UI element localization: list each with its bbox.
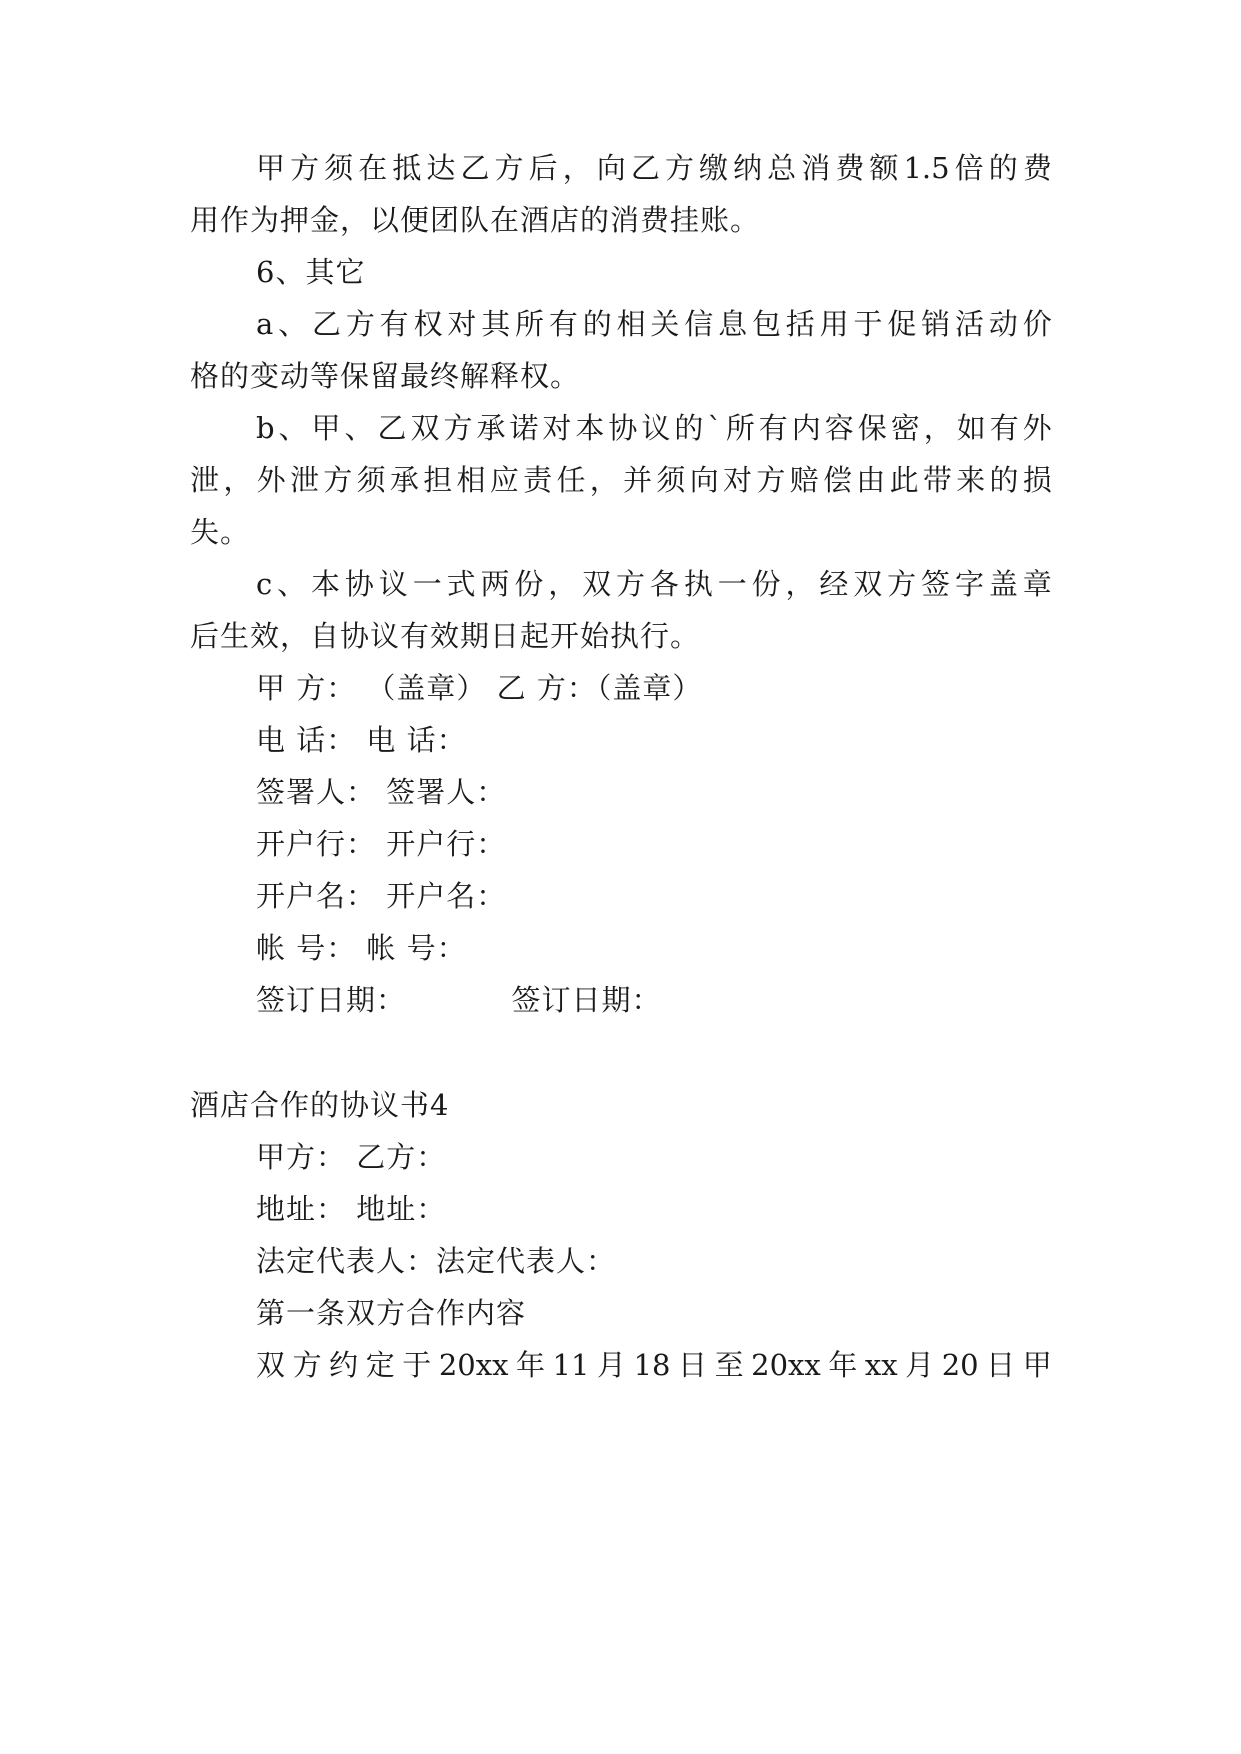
text-line: c 、 本 协 议 一 式 两 份 ， 双 方 各 执 一 份 ， 经 双 方 签 字 盖 章 <box>256 567 1052 601</box>
signature-field: 电 话： 电 话： <box>256 723 467 757</box>
signature-field: 甲 方： （盖章） 乙 方：（盖章） <box>256 671 703 705</box>
signature-field: 开户行： 开户行： <box>256 827 507 861</box>
party-field: 法定代表人：法定代表人： <box>256 1244 617 1278</box>
section-heading: 6、其它 <box>256 255 366 289</box>
party-field: 甲方： 乙方： <box>256 1140 447 1174</box>
party-field: 地址： 地址： <box>256 1192 447 1226</box>
text-line: 格的变动等保留最终解释权。 <box>190 359 581 393</box>
text-line: a 、 乙 方 有 权 对 其 所 有 的 相 关 信 息 包 括 用 于 促 销 活 动 价 <box>256 307 1052 341</box>
signature-field: 开户名： 开户名： <box>256 879 507 913</box>
text-line: 泄 ， 外 泄 方 须 承 担 相 应 责 任 ， 并 须 向 对 方 赔 偿 由 此 带 来 的 损 <box>190 463 1052 497</box>
text-line: b 、 甲 、 乙 双 方 承 诺 对 本 协 议 的 ` 所 有 内 容 保 密 ， 如 有 外 <box>256 411 1052 445</box>
text-line: 用作为押金，以便团队在酒店的消费挂账。 <box>190 203 761 237</box>
text-line: 甲 方 须 在 抵 达 乙 方 后 ， 向 乙 方 缴 纳 总 消 费 额 1.5 倍 的 费 <box>256 151 1052 185</box>
text-line: 后生效，自协议有效期日起开始执行。 <box>190 619 701 653</box>
signature-field: 签署人： 签署人： <box>256 775 507 809</box>
signature-field: 签订日期： 签订日期： <box>256 983 662 1017</box>
section-heading: 第一条双方合作内容 <box>256 1296 527 1330</box>
signature-field: 帐 号： 帐 号： <box>256 931 467 965</box>
text-line: 双 方 约 定 于 20xx 年 11 月 18 日 至 20xx 年 xx 月 20 日 甲 <box>256 1348 1052 1382</box>
document-title: 酒店合作的协议书4 <box>190 1088 450 1122</box>
text-line: 失。 <box>190 515 251 549</box>
